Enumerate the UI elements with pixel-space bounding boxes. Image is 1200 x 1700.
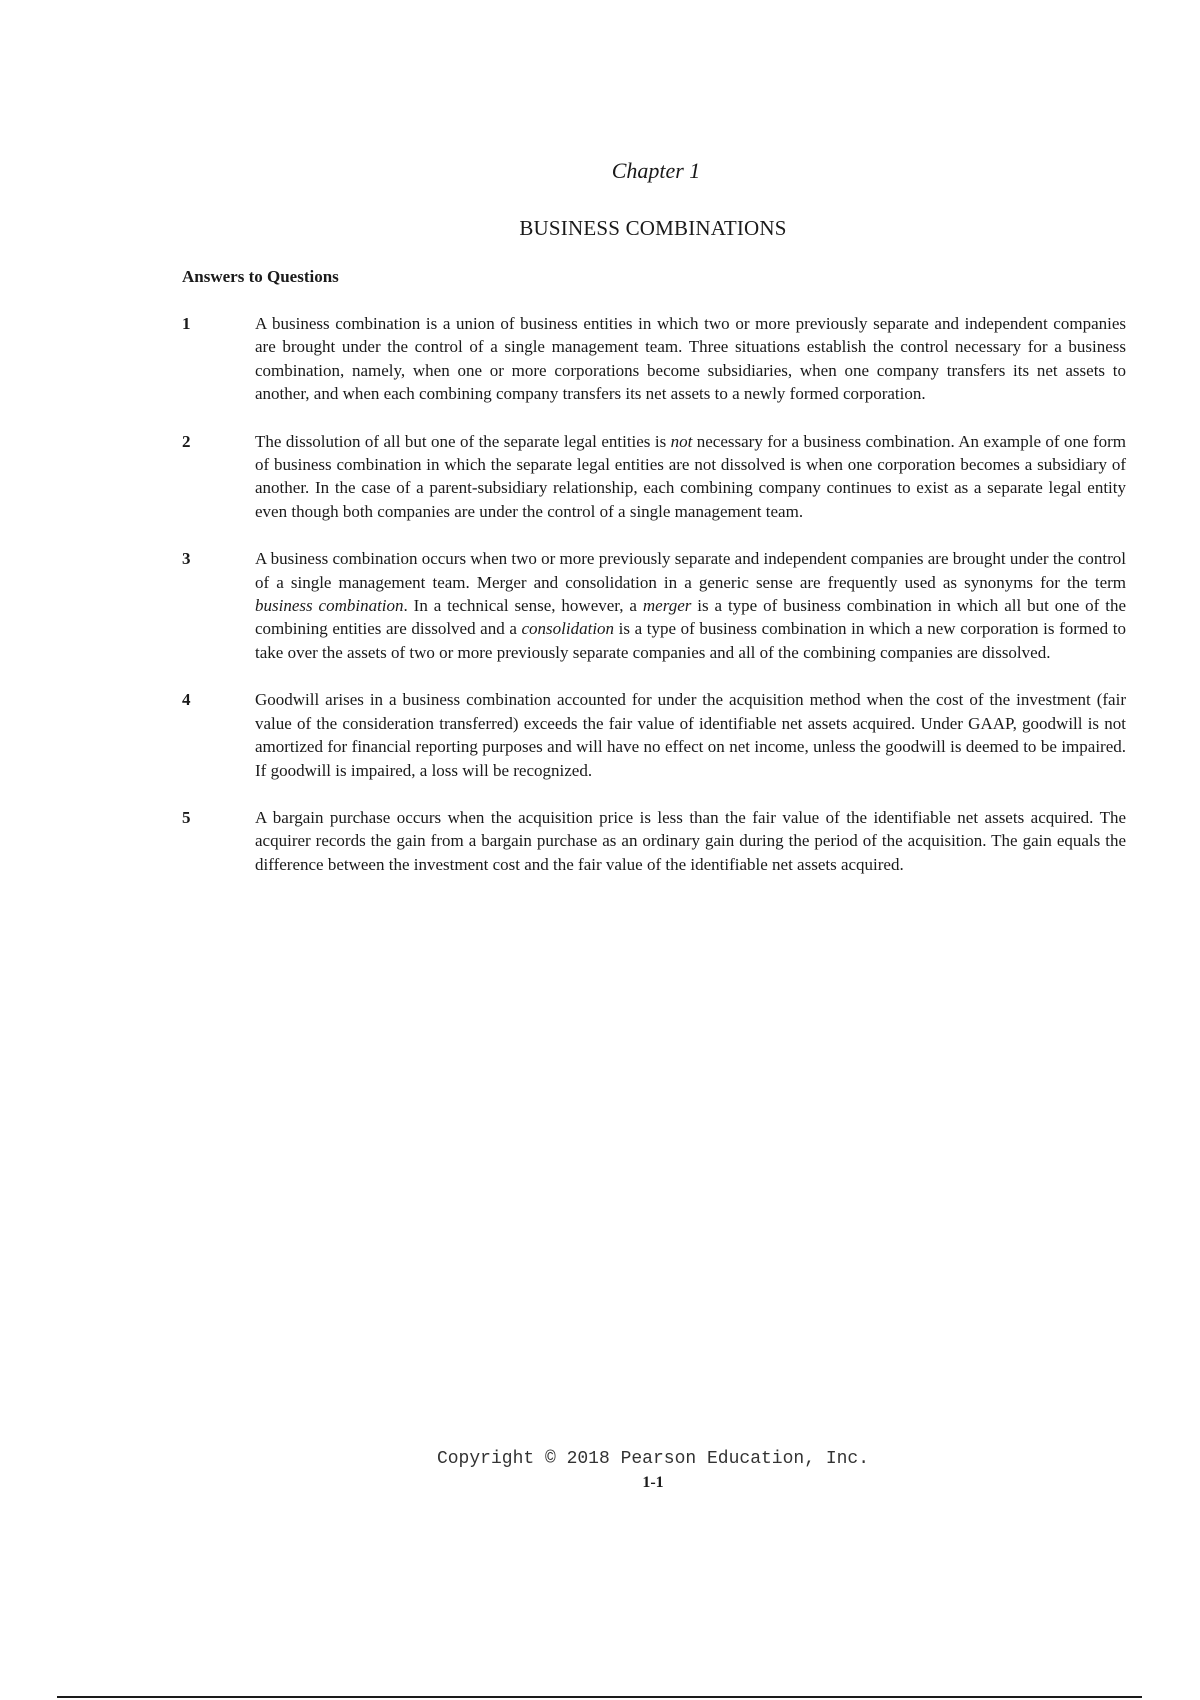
answers-list (0, 312, 1200, 900)
copyright-notice: Copyright © 2018 Pearson Education, Inc. (436, 1449, 870, 1469)
answer-item (0, 312, 1200, 406)
answer-item (0, 547, 1200, 664)
answer-number: 4 (182, 690, 191, 710)
answer-text (255, 547, 1126, 664)
answer-item (0, 430, 1200, 524)
answer-number: 5 (182, 807, 191, 827)
answer-text (255, 688, 1126, 782)
emphasized-term: merger (642, 596, 692, 616)
page-number: 1-1 (642, 1474, 664, 1491)
answer-text (255, 430, 1126, 524)
answer-text-segment: . In a technical sense, however, a (403, 596, 643, 616)
page-title: BUSINESS COMBINATIONS (519, 216, 787, 240)
answer-text (255, 806, 1126, 876)
answer-text-segment: The dissolution of all but one of the separate legal entities is (255, 431, 671, 451)
answer-text-segment: A business combination is a union of business entities in which two or more previously separate and independent companies are brought under the control of a single management team. Three situations establish the control necessary for a business combination, namely, when one or more corporations become subsidiaries, when one company transfers its net assets to another, and when each combining company transfers its net assets to a newly formed corporation. (255, 314, 1126, 404)
section-heading: Answers to Questions (182, 267, 339, 286)
answer-text-segment: necessary for a business combination. An example of one form of business combination in which the separate legal entities are not dissolved is when one corporation becomes a subsidiary of another. In the case of a parent-subsidiary relationship, each combining company continues to exist as a separate legal entity even though both companies are under the control of a single management team. (255, 431, 1127, 521)
answer-text-segment: A bargain purchase occurs when the acquisition price is less than the fair value of the identifiable net assets acquired. The acquirer records the gain from a bargain purchase as an ordinary gain during the period of the acquisition. The gain equals the difference between the investment cost and the fair value of the identifiable net assets acquired. (255, 807, 1126, 874)
answer-number: 1 (182, 314, 191, 333)
answer-text (255, 312, 1126, 406)
answer-text-segment: A business combination occurs when two or more previously separate and independent companies are brought under the control of a single management team. Merger and consolidation in a generic sense are frequently used as synonyms for the term (255, 549, 1127, 592)
answer-item (0, 806, 1200, 876)
chapter-title: Chapter 1 (611, 158, 701, 183)
answer-number: 2 (182, 431, 191, 451)
emphasized-term: business combination (255, 596, 404, 616)
answer-text-segment: is a type of business combination in which a new corporation is formed to take over the assets of two or more previously separate companies and all of the combining companies are dissolved. (255, 619, 1126, 662)
answer-text-segment: is a type of business combination in which all but one of the combining entities are dissolved and a (255, 596, 1127, 639)
emphasized-term: not (670, 431, 693, 451)
answer-number: 3 (182, 549, 191, 569)
bottom-divider (57, 1696, 1142, 1698)
answer-text-segment: Goodwill arises in a business combination accounted for under the acquisition method when the cost of the investment (fair value of the consideration transferred) exceeds the fair value of identifiable net assets acquired. Under GAAP, goodwill is not amortized for financial reporting purposes and will have no effect on net income, unless the goodwill is deemed to be impaired. If goodwill is impaired, a loss will be recognized. (255, 690, 1126, 780)
answer-item (0, 688, 1200, 782)
emphasized-term: consolidation (521, 619, 615, 639)
